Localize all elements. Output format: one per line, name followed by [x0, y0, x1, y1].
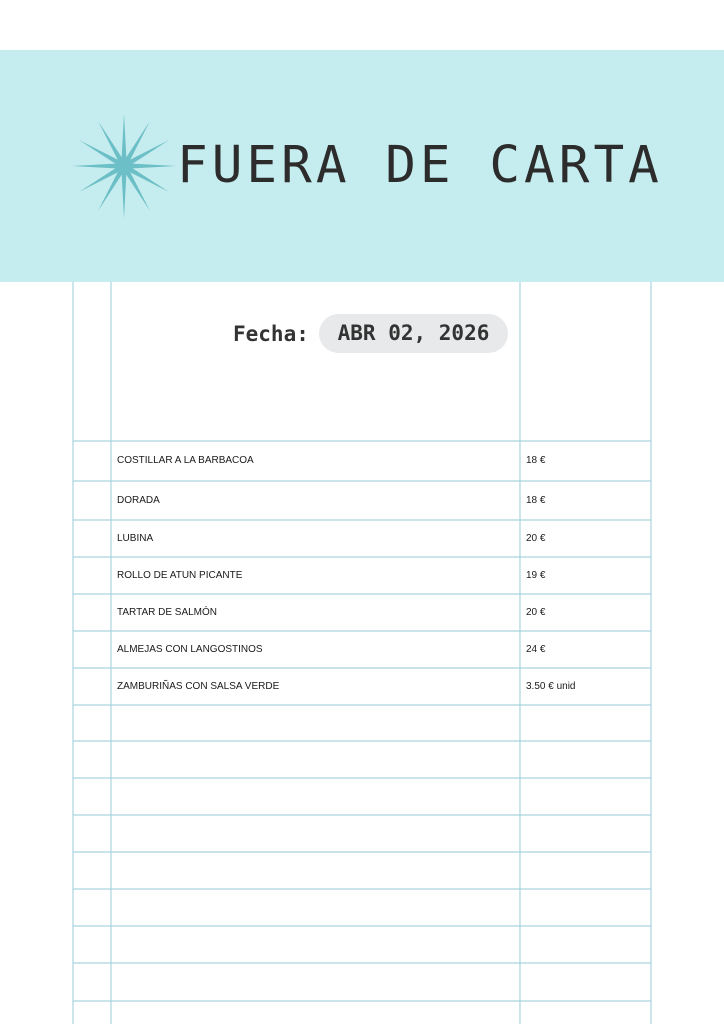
- dish-name: COSTILLAR A LA BARBACOA: [117, 455, 254, 466]
- dish-name: ROLLO DE ATUN PICANTE: [117, 569, 243, 581]
- dish-price: 18 €: [526, 494, 546, 506]
- dish-price: 18 €: [526, 455, 546, 466]
- dish-name: ZAMBURIÑAS CON SALSA VERDE: [117, 680, 280, 692]
- page-title: FUERA DE CARTA: [177, 136, 663, 195]
- dish-name: LUBINA: [117, 532, 154, 544]
- date-label: Fecha:: [233, 322, 309, 346]
- dish-name: ALMEJAS CON LANGOSTINOS: [117, 643, 263, 655]
- dish-price: 20 €: [526, 606, 546, 618]
- dish-price: 20 €: [526, 532, 546, 544]
- dish-name: TARTAR DE SALMÓN: [117, 606, 218, 618]
- dish-name: DORADA: [117, 494, 160, 506]
- dish-price: 19 €: [526, 569, 546, 581]
- starburst-icon: [72, 112, 176, 220]
- dish-price: 24 €: [526, 643, 546, 655]
- date-value: ABR 02, 2026: [319, 314, 508, 353]
- dish-price: 3.50 € unid: [526, 680, 576, 692]
